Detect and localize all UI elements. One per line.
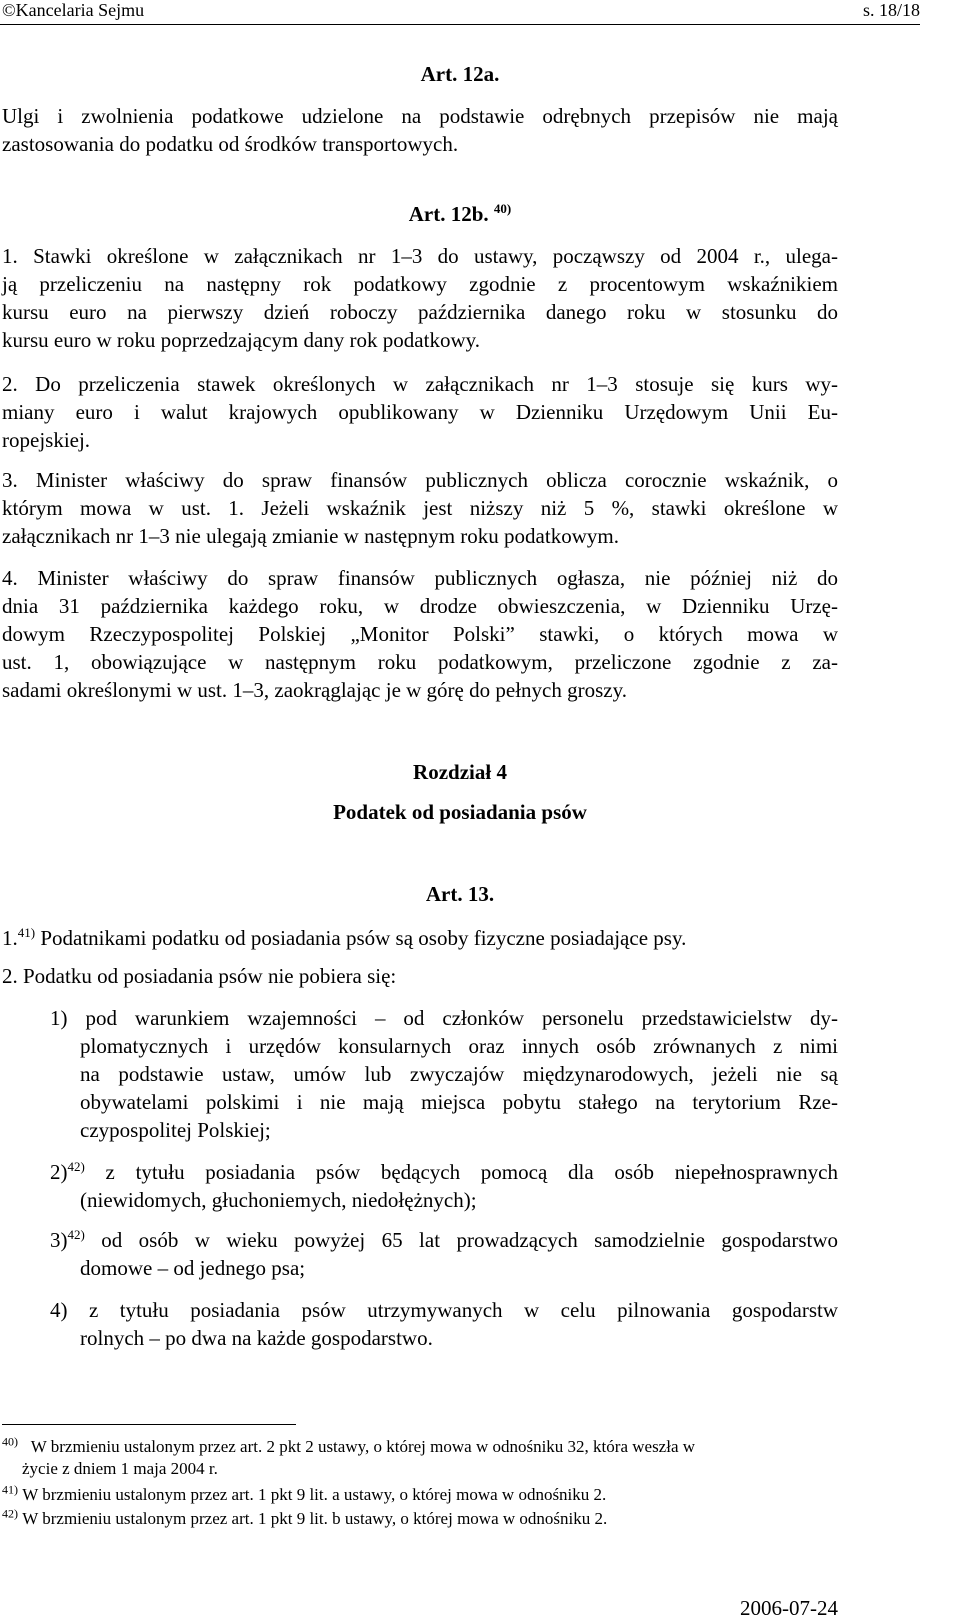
item-text: z tytułu posiadania psów utrzymywanych w celu pilnowania gospodarstw bbox=[67, 1298, 838, 1322]
item-number: 1) bbox=[50, 1006, 68, 1030]
chapter-title: Podatek od posiadania psów bbox=[333, 800, 587, 824]
text-line: 3. Minister właściwy do spraw finansów publicznych oblicza corocznie wskaźnik, o bbox=[2, 468, 838, 492]
item-number: 2) bbox=[50, 1160, 68, 1184]
exemption-item-3 bbox=[50, 1226, 838, 1282]
text-line: ropejskiej. bbox=[2, 428, 91, 452]
text-line: sadami określonymi w ust. 1–3, zaokrąglając je w górę do pełnych groszy. bbox=[2, 678, 627, 702]
text-line bbox=[50, 1004, 838, 1032]
item-text: pod warunkiem wzajemności – od członków personelu przedstawicielstw dy- bbox=[67, 1006, 838, 1030]
header-page-number: s. 18/18 bbox=[862, 0, 920, 20]
document-date: 2006-07-24 bbox=[740, 1596, 838, 1620]
text-line: załącznikach nr 1–3 nie ulegają zmianie w następnym roku podatkowym. bbox=[2, 524, 619, 548]
header-source: ©Kancelaria Sejmu bbox=[2, 0, 145, 20]
text-line bbox=[50, 1226, 838, 1254]
art-13-title: Art. 13. bbox=[425, 882, 495, 906]
text-line bbox=[2, 924, 838, 952]
art-13-par-1 bbox=[2, 924, 838, 952]
footnote-ref: 40) bbox=[493, 201, 512, 216]
text-line: plomatycznych i urzędów konsularnych oraz innych osób zrównanych z nimi bbox=[80, 1034, 838, 1058]
footnote-ref: 42) bbox=[67, 1227, 85, 1242]
item-text: od osób w wieku powyżej 65 lat prowadzących samodzielnie gospodarstwo bbox=[84, 1228, 838, 1252]
footnote-ref: 41) bbox=[17, 925, 36, 940]
paragraph-text: Podatnikami podatku od posiadania psów są osoby fizyczne posiadające psy. bbox=[35, 926, 687, 950]
text-line bbox=[50, 1296, 838, 1324]
exemption-item-1 bbox=[50, 1004, 838, 1144]
text-line: kursu euro na pierwszy dzień roboczy października danego roku w stosunku do bbox=[2, 300, 838, 324]
art-13-par-2 bbox=[2, 962, 838, 990]
footnote-text: W brzmieniu ustalonym przez art. 1 pkt 9 lit. b ustawy, o której mowa w odnośniku 2. bbox=[22, 1509, 608, 1528]
text-line: 2. Do przeliczenia stawek określonych w załącznikach nr 1–3 stosuje się kurs wy- bbox=[2, 372, 838, 396]
text-line: kursu euro w roku poprzedzającym dany rok podatkowy. bbox=[2, 328, 480, 352]
text-line bbox=[2, 1484, 838, 1506]
footnote-41 bbox=[2, 1484, 838, 1506]
footnote-text: W brzmieniu ustalonym przez art. 2 pkt 2 ustawy, o której mowa w odnośniku 32, która weszła w bbox=[30, 1437, 696, 1456]
text-line: 1. Stawki określone w załącznikach nr 1–3 do ustawy, począwszy od 2004 r., ulega- bbox=[2, 244, 838, 268]
text-line: czypospolitej Polskiej; bbox=[80, 1118, 271, 1142]
text-line: zastosowania do podatku od środków transportowych. bbox=[2, 132, 459, 156]
footnote-mark: 40) bbox=[2, 1434, 18, 1449]
paragraph-number: 1. bbox=[2, 926, 18, 950]
chapter-number: Rozdział 4 bbox=[413, 760, 507, 784]
text-line: ją przeliczeniu na następny rok podatkowy zgodnie z procentowym wskaźnikiem bbox=[2, 272, 838, 296]
art-12b-par-4 bbox=[2, 564, 838, 704]
page-header bbox=[0, 0, 920, 25]
art-12b-par-2 bbox=[2, 370, 838, 454]
art-12b-par-3 bbox=[2, 466, 838, 550]
footnote-mark: 42) bbox=[2, 1506, 18, 1521]
item-number: 3) bbox=[50, 1228, 68, 1252]
text-line: ust. 1, obowiązujące w następnym roku podatkowym, przeliczone zgodnie z za- bbox=[2, 650, 838, 674]
text-line: dnia 31 października każdego roku, w drodze obwieszczenia, w Dzienniku Urzę- bbox=[2, 594, 838, 618]
art-12b-par-1 bbox=[2, 242, 838, 354]
footnote-40 bbox=[2, 1436, 838, 1480]
text-line: którym mowa w ust. 1. Jeżeli wskaźnik jest niższy niż 5 %, stawki określone w bbox=[2, 496, 838, 520]
text-line: życie z dniem 1 maja 2004 r. bbox=[22, 1459, 218, 1478]
footnote-text: W brzmieniu ustalonym przez art. 1 pkt 9 lit. a ustawy, o której mowa w odnośniku 2. bbox=[22, 1485, 607, 1504]
text-line: (niewidomych, głuchoniemych, niedołężnych); bbox=[80, 1188, 477, 1212]
text-line: 2. Podatku od posiadania psów nie pobiera się: bbox=[2, 964, 397, 988]
footnote-separator bbox=[2, 1424, 296, 1425]
art-12a-text bbox=[2, 102, 838, 158]
text-line: na podstawie ustaw, umów lub zwyczajów międzynarodowych, jeżeli nie są bbox=[80, 1062, 838, 1086]
exemption-item-4 bbox=[50, 1296, 838, 1352]
footnote-mark: 41) bbox=[2, 1482, 18, 1497]
text-line: domowe – od jednego psa; bbox=[80, 1256, 306, 1280]
footnote-ref: 42) bbox=[67, 1159, 85, 1174]
art-12a-title: Art. 12a. bbox=[420, 62, 500, 86]
text-line: 4. Minister właściwy do spraw finansów publicznych ogłasza, nie później niż do bbox=[2, 566, 838, 590]
text-line bbox=[2, 1436, 838, 1458]
exemption-item-2 bbox=[50, 1158, 838, 1214]
footnote-42 bbox=[2, 1508, 838, 1530]
text-line: rolnych – po dwa na każde gospodarstwo. bbox=[80, 1326, 433, 1350]
article-title: Art. 12b. bbox=[408, 202, 489, 226]
text-line bbox=[2, 1508, 838, 1530]
item-number: 4) bbox=[50, 1298, 68, 1322]
item-text: z tytułu posiadania psów będących pomocą dla osób niepełnosprawnych bbox=[84, 1160, 838, 1184]
text-line: Ulgi i zwolnienia podatkowe udzielone na podstawie odrębnych przepisów nie mają bbox=[2, 104, 838, 128]
text-line: obywatelami polskimi i nie mają miejsca pobytu stałego na terytorium Rze- bbox=[80, 1090, 838, 1114]
text-line: miany euro i walut krajowych opublikowany w Dzienniku Urzędowym Unii Eu- bbox=[2, 400, 838, 424]
text-line bbox=[50, 1158, 838, 1186]
text-line: dowym Rzeczypospolitej Polskiej „Monitor Polski” stawki, o których mowa w bbox=[2, 622, 838, 646]
art-12b-title bbox=[0, 202, 920, 227]
